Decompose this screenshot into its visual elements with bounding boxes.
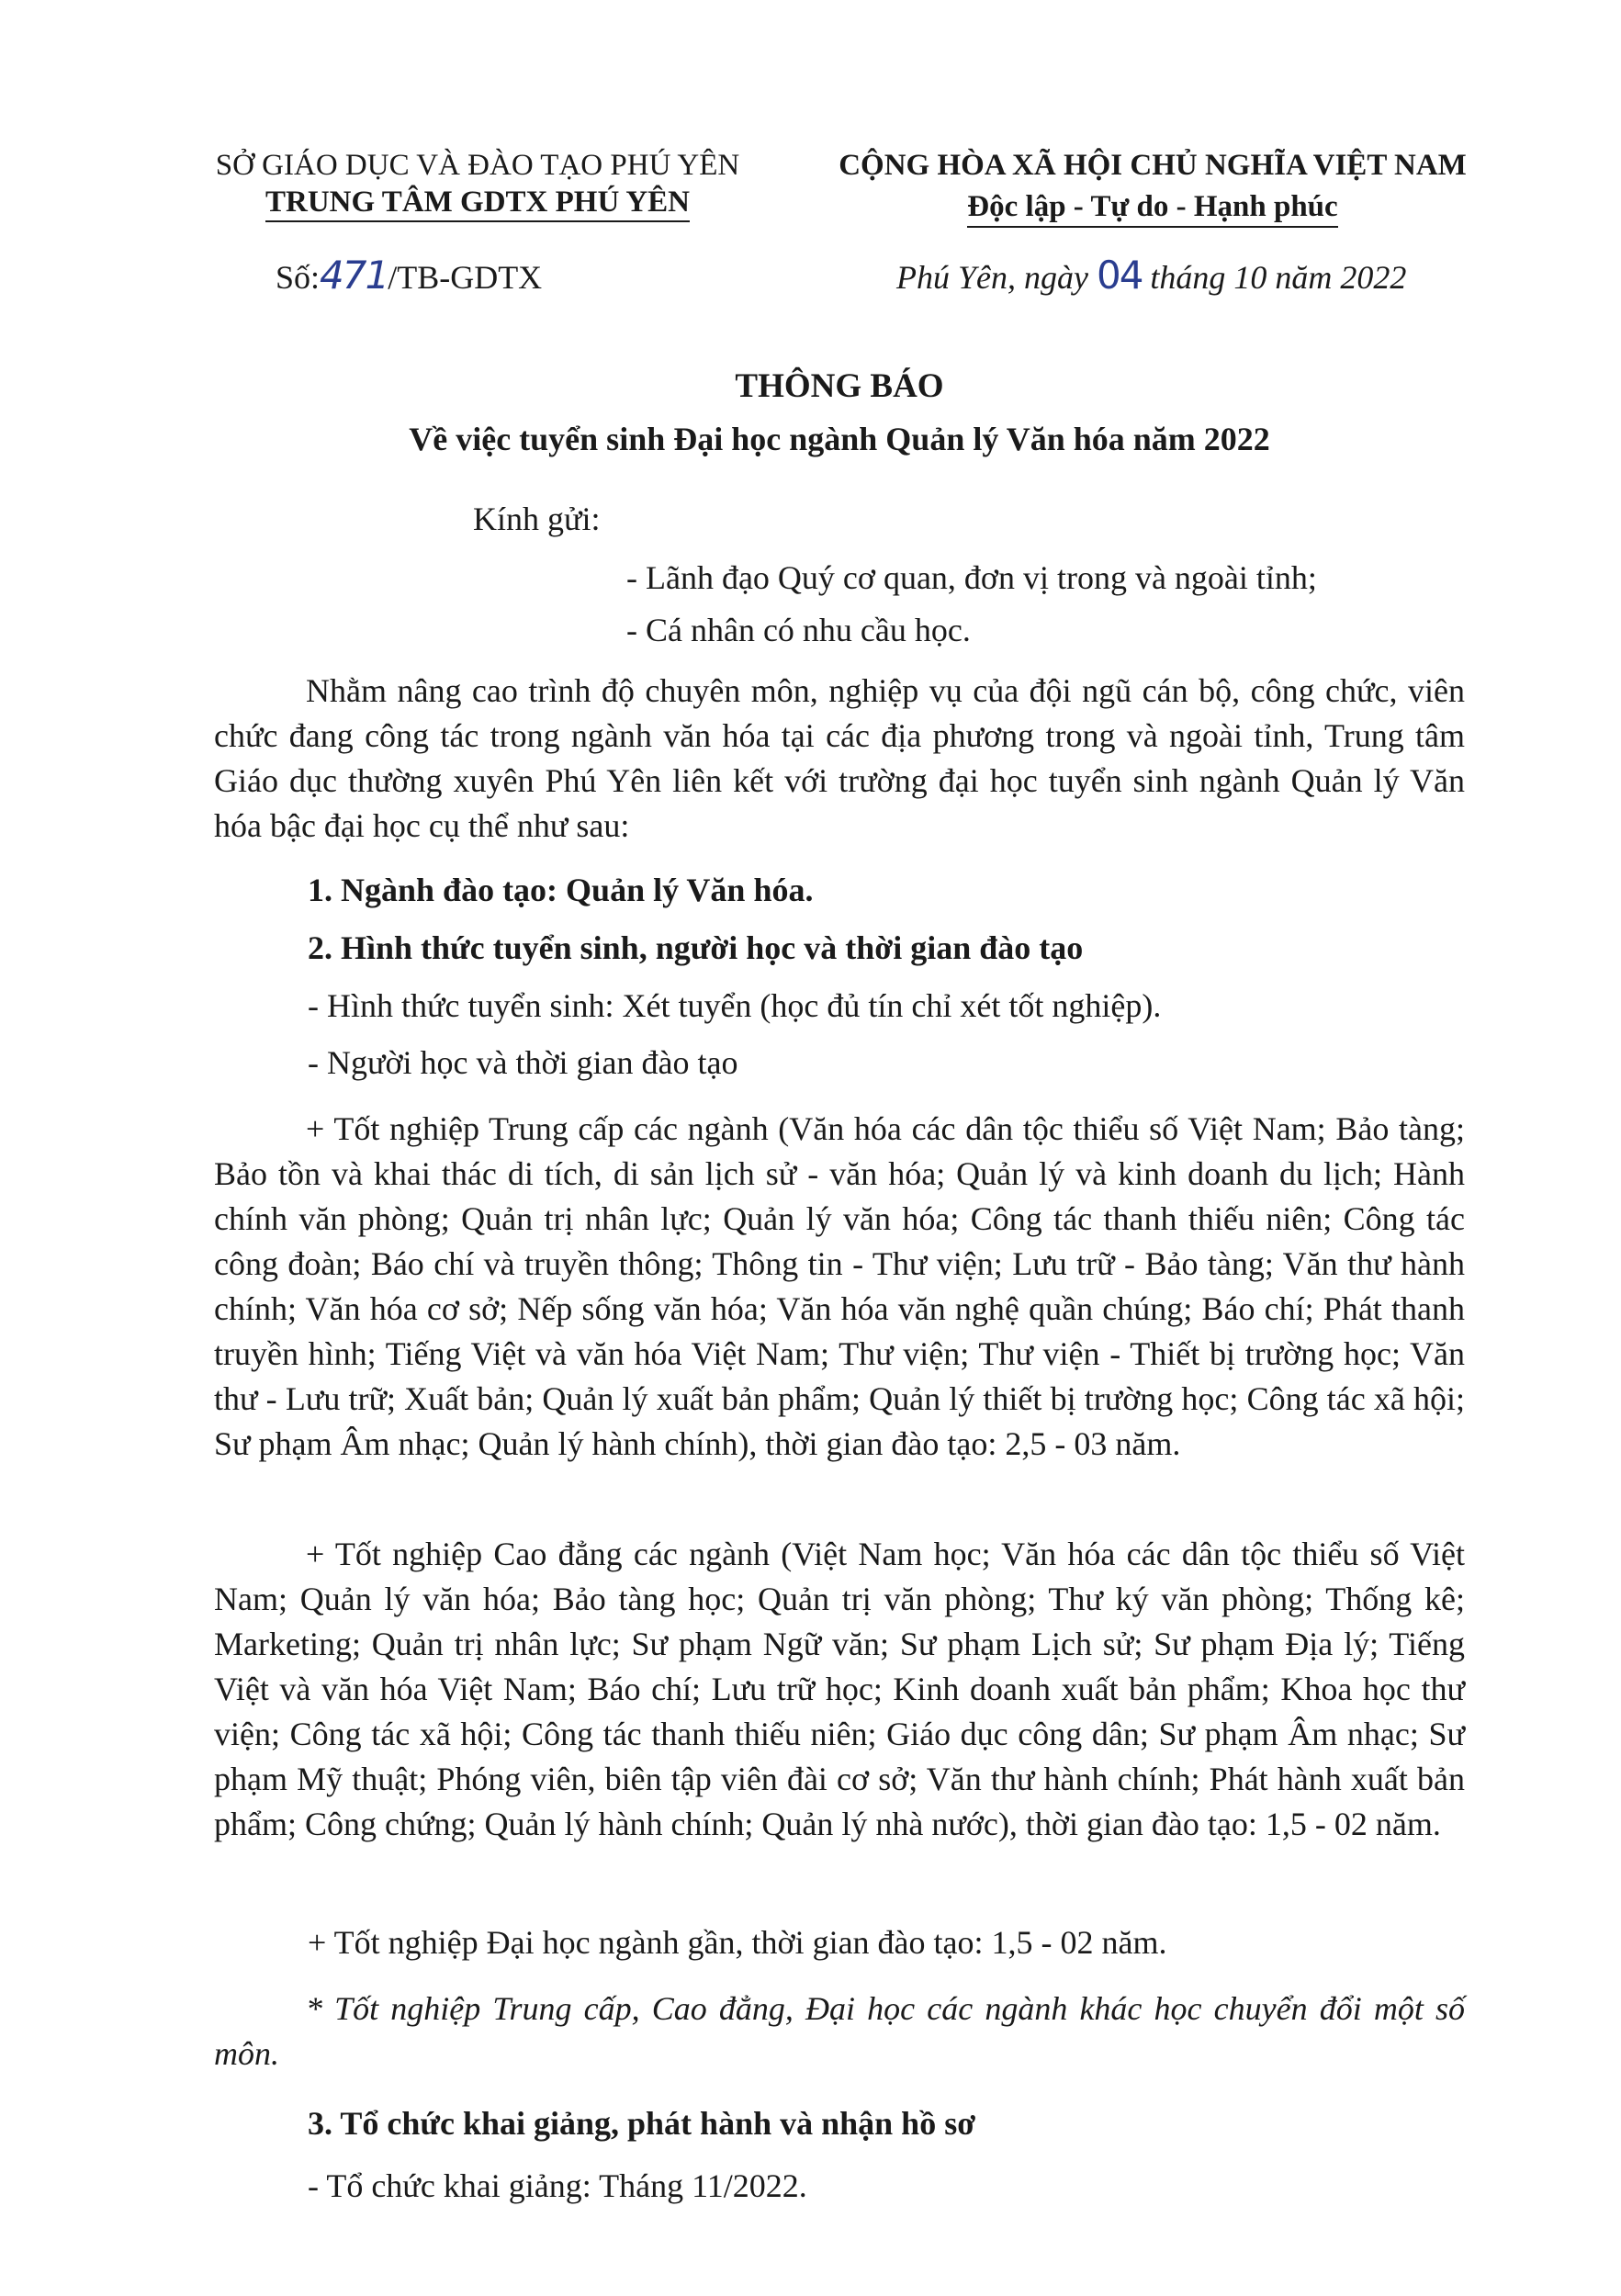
agency-name: SỞ GIÁO DỤC VÀ ĐÀO TẠO PHÚ YÊN xyxy=(215,149,740,182)
opening-date: - Tổ chức khai giảng: Tháng 11/2022. xyxy=(308,2167,807,2204)
document-number-prefix: Số: xyxy=(276,259,321,296)
conversion-note: * Tốt nghiệp Trung cấp, Cao đẳng, Đại học các ngành khác học chuyển đổi một số môn. xyxy=(214,1990,1465,2072)
learners-duration: - Người học và thời gian đào tạo xyxy=(308,1044,738,1081)
date-day-handwritten: 04 xyxy=(1096,253,1143,298)
section-3-heading: 3. Tổ chức khai giảng, phát hành và nhận hồ sơ xyxy=(308,2105,976,2142)
document-number-suffix: /TB-GDTX xyxy=(388,259,543,296)
center-name-text: TRUNG TÂM GDTX PHÚ YÊN xyxy=(265,186,690,222)
national-title: CỘNG HÒA XÃ HỘI CHỦ NGHĨA VIỆT NAM xyxy=(839,149,1467,182)
greeting: Kính gửi: xyxy=(473,501,601,537)
recipient-item: - Lãnh đạo Quý cơ quan, đơn vị trong và ngoài tỉnh; xyxy=(626,559,1317,596)
date-line xyxy=(896,253,1406,300)
cao-dang-paragraph: + Tốt nghiệp Cao đẳng các ngành (Việt Nam học; Văn hóa các dân tộc thiểu số Việt Nam; Quản lý văn hóa; Bảo tàng học; Quản trị văn phòng; Thư ký văn phòng; Thống kê; Marketing; Quản trị nhân lực; Sư phạm Ngữ văn; Sư phạm Lịch sử; Sư phạm Địa lý; Tiếng Việt và văn hóa Việt Nam; Báo chí; Lưu trữ học; Kinh doanh xuất bản phẩm; Khoa học thư viện; Công tác xã hội; Công tác thanh thiếu niên; Giáo dục công dân; Sư phạm Âm nhạc; Sư phạm Mỹ thuật; Phóng viên, biên tập viên đài cơ sở; Văn thư hành chính; Phát hành xuất bản phẩm; Công chứng; Quản lý hành chính; Quản lý nhà nước), thời gian đào tạo: 1,5 - 02 năm. xyxy=(214,1536,1465,1842)
intro-paragraph: Nhằm nâng cao trình độ chuyên môn, nghiệp vụ của đội ngũ cán bộ, công chức, viên chức đang công tác trong ngành văn hóa tại các địa phương trong và ngoài tỉnh, Trung tâm Giáo dục thường xuyên Phú Yên liên kết với trường đại học tuyển sinh ngành Quản lý Văn hóa bậc đại học cụ thể như sau: xyxy=(214,672,1465,844)
national-motto-text: Độc lập - Tự do - Hạnh phúc xyxy=(967,190,1337,228)
section-1-heading: 1. Ngành đào tạo: Quản lý Văn hóa. xyxy=(308,872,814,908)
section-2-heading: 2. Hình thức tuyển sinh, người học và thời gian đào tạo xyxy=(308,929,1084,966)
date-prefix: Phú Yên, ngày xyxy=(896,259,1088,296)
admission-method: - Hình thức tuyển sinh: Xét tuyển (học đủ tín chỉ xét tốt nghiệp). xyxy=(308,987,1162,1024)
center-name xyxy=(165,184,790,220)
notice-subtitle: Về việc tuyển sinh Đại học ngành Quản lý Văn hóa năm 2022 xyxy=(409,421,1270,457)
recipient-item: - Cá nhân có nhu cầu học. xyxy=(626,612,971,648)
document-number-handwritten: 471 xyxy=(320,253,388,298)
document-number xyxy=(276,253,542,300)
trung-cap-paragraph: + Tốt nghiệp Trung cấp các ngành (Văn hóa các dân tộc thiểu số Việt Nam; Bảo tàng; Bảo tồn và khai thác di tích, di sản lịch sử - văn hóa; Quản lý và kinh doanh du lịch; Hành chính văn phòng; Quản trị nhân lực; Quản lý văn hóa; Công tác thanh thiếu niên; Công tác công đoàn; Báo chí và truyền thông; Thông tin - Thư viện; Lưu trữ - Bảo tàng; Văn thư hành chính; Văn hóa cơ sở; Nếp sống văn hóa; Văn hóa văn nghệ quần chúng; Báo chí; Phát thanh truyền hình; Tiếng Việt và văn hóa Việt Nam; Thư viện; Thư viện - Thiết bị trường học; Văn thư - Lưu trữ; Xuất bản; Quản lý xuất bản phẩm; Quản lý thiết bị trường học; Công tác xã hội; Sư phạm Âm nhạc; Quản lý hành chính), thời gian đào tạo: 2,5 - 03 năm. xyxy=(214,1110,1465,1462)
notice-title: THÔNG BÁO xyxy=(735,367,944,405)
dai-hoc-line: + Tốt nghiệp Đại học ngành gần, thời gian đào tạo: 1,5 - 02 năm. xyxy=(308,1924,1167,1961)
date-suffix: tháng 10 năm 2022 xyxy=(1150,259,1407,296)
national-motto xyxy=(799,188,1506,225)
